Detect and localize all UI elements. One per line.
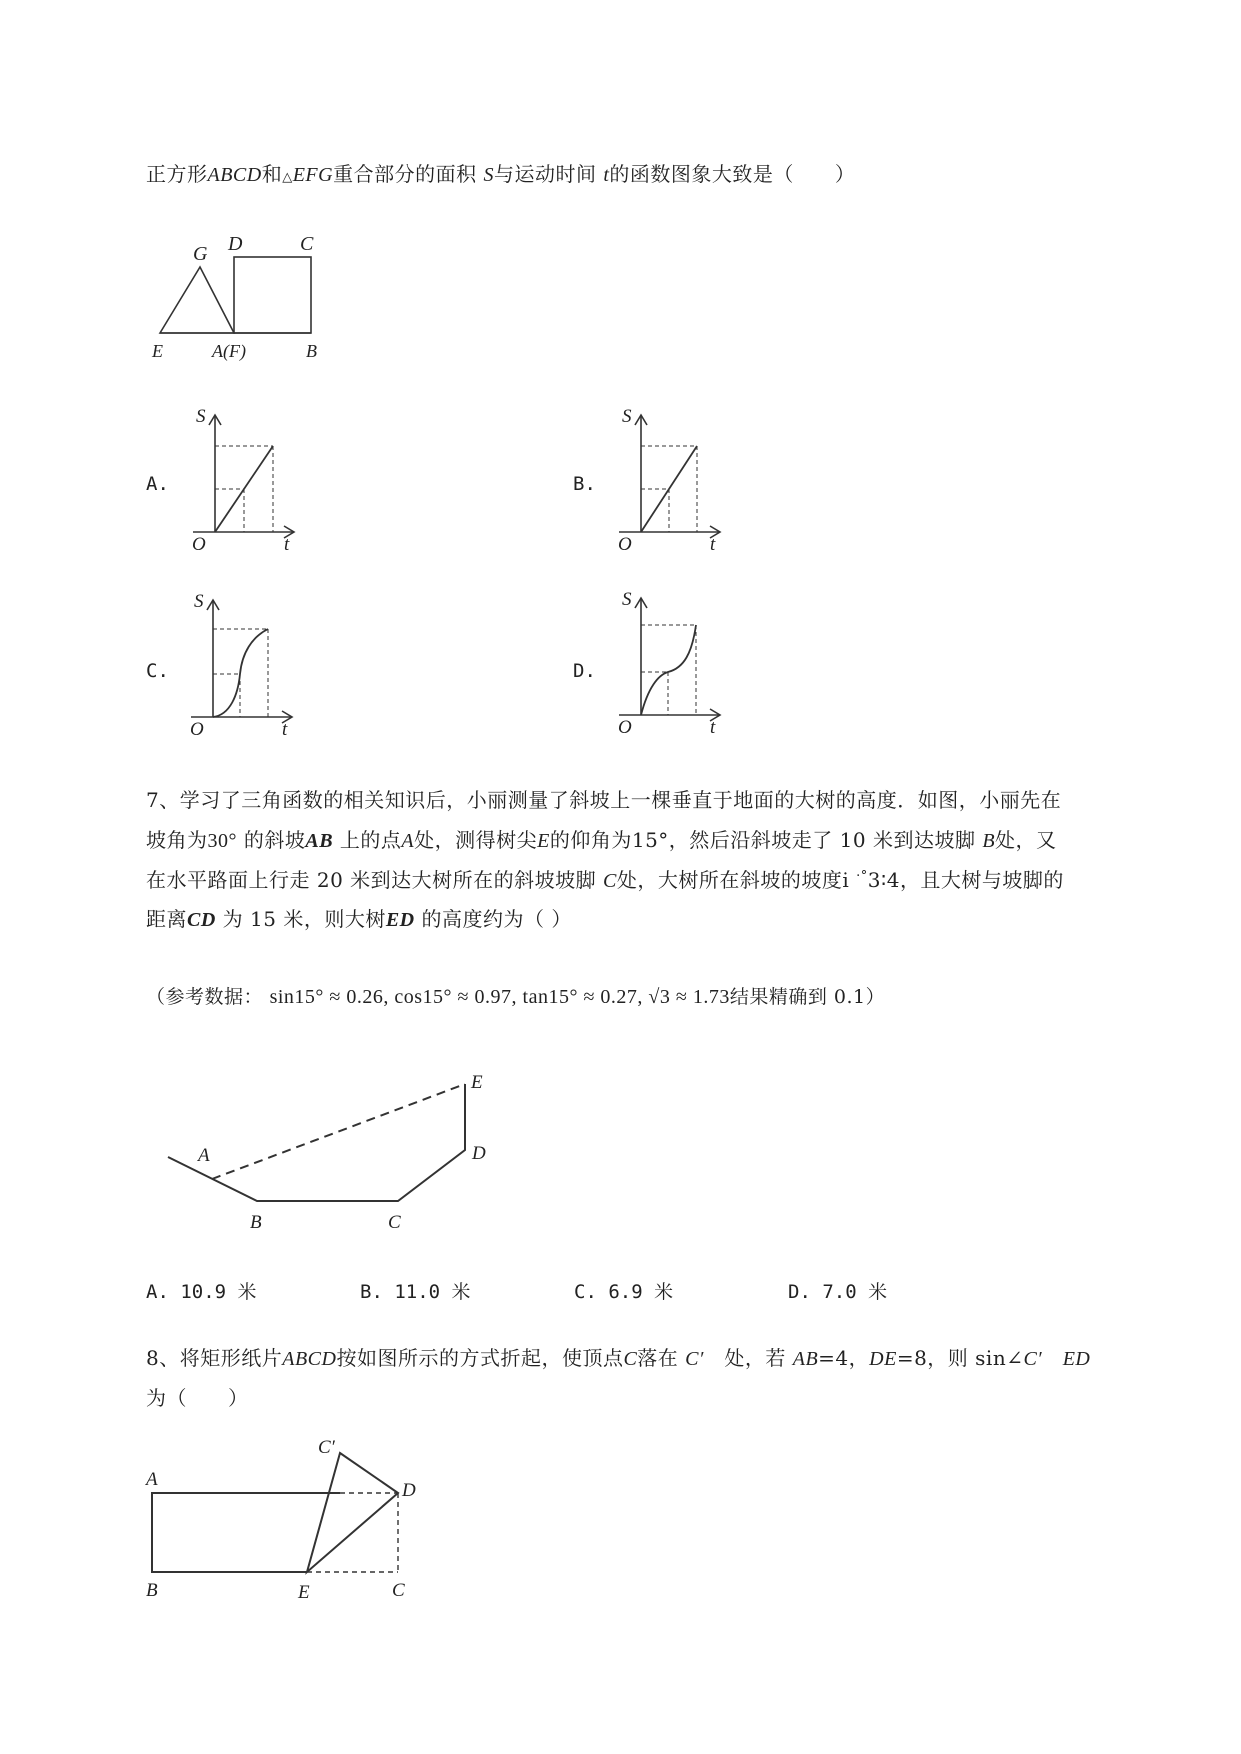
q7-line-3: 在水平路面上行走 20 米到达大树所在的斜坡坡脚 C处，大树所在斜坡的坡度i ·°3∶4，且大树与坡脚的: [146, 868, 1064, 892]
q6-option-b-graph[interactable]: [612, 406, 732, 555]
q7-option-c[interactable]: C. 6.9 米: [574, 1281, 674, 1303]
label-s: S: [196, 406, 206, 427]
label-c: C: [388, 1212, 401, 1233]
label-s: S: [622, 406, 632, 427]
q7-reference-data: （参考数据： sin15° ≈ 0.26, cos15° ≈ 0.97, tan15° ≈ 0.27, √3 ≈ 1.73结果精确到 0.1）: [146, 986, 886, 1008]
q6-option-c-letter[interactable]: C.: [146, 660, 169, 682]
q7-line-4: 距离CD 为 15 米，则大树ED 的高度约为（ ）: [146, 907, 572, 931]
q8-figure: [140, 1437, 440, 1610]
q6-option-a-letter[interactable]: A.: [146, 473, 169, 495]
q7-option-a[interactable]: A. 10.9 米: [146, 1281, 257, 1303]
label-b: B: [306, 341, 317, 361]
label-g: G: [193, 243, 208, 265]
label-o: O: [192, 534, 206, 555]
label-a: A: [146, 1469, 158, 1490]
q7-line-1: 7、学习了三角函数的相关知识后，小丽测量了斜坡上一棵垂直于地面的大树的高度．如图，小丽先在: [146, 788, 1062, 812]
label-t: t: [282, 719, 288, 740]
slope-path: [168, 1084, 465, 1201]
rectangle-outline: [152, 1493, 340, 1572]
label-a: A: [198, 1145, 210, 1166]
q6-option-d-letter[interactable]: D.: [573, 660, 596, 682]
label-b: B: [250, 1212, 262, 1233]
label-cp: C′: [318, 1437, 335, 1458]
label-s: S: [194, 591, 204, 612]
label-o: O: [618, 717, 632, 738]
label-t: t: [284, 534, 290, 555]
sight-line: [212, 1084, 465, 1179]
label-o: O: [618, 534, 632, 555]
label-e: E: [152, 341, 163, 361]
q7-option-d[interactable]: D. 7.0 米: [788, 1281, 888, 1303]
label-d: D: [402, 1480, 416, 1501]
q6-option-a-graph[interactable]: [186, 406, 306, 555]
label-d: D: [472, 1143, 486, 1164]
label-e: E: [298, 1582, 310, 1603]
q6-option-c-graph[interactable]: [184, 591, 304, 740]
square-abcd: [234, 257, 311, 333]
folded-triangle: [307, 1453, 398, 1572]
q6-option-d-graph[interactable]: [612, 589, 732, 738]
q7-line-2: 坡角为30° 的斜坡AB 上的点A处，测得树尖E的仰角为15°，然后沿斜坡走了 10 米到达坡脚 B处，又: [146, 828, 1057, 852]
label-c: C: [300, 233, 314, 255]
q7-figure: [150, 1065, 510, 1245]
label-t: t: [710, 534, 716, 555]
label-b: B: [146, 1580, 158, 1601]
q6-stem: 正方形ABCD和△EFG重合部分的面积 S与运动时间 t的函数图象大致是（ ）: [146, 162, 856, 186]
q7-option-b[interactable]: B. 11.0 米: [360, 1281, 471, 1303]
q8-line-2: 为（ ）: [146, 1386, 249, 1410]
label-e: E: [471, 1072, 483, 1093]
label-af: A(F): [212, 341, 246, 361]
label-s: S: [622, 589, 632, 610]
label-t: t: [710, 717, 716, 738]
label-d: D: [228, 233, 243, 255]
triangle-efg: [160, 267, 234, 333]
label-c: C: [392, 1580, 405, 1601]
q6-option-b-letter[interactable]: B.: [573, 473, 596, 495]
label-o: O: [190, 719, 204, 740]
q6-figure: [150, 230, 330, 360]
q8-line-1: 8、将矩形纸片ABCD按如图所示的方式折起，使顶点C落在 C′ 处，若 AB=4，DE=8，则 sin∠C′ ED: [146, 1346, 1091, 1370]
